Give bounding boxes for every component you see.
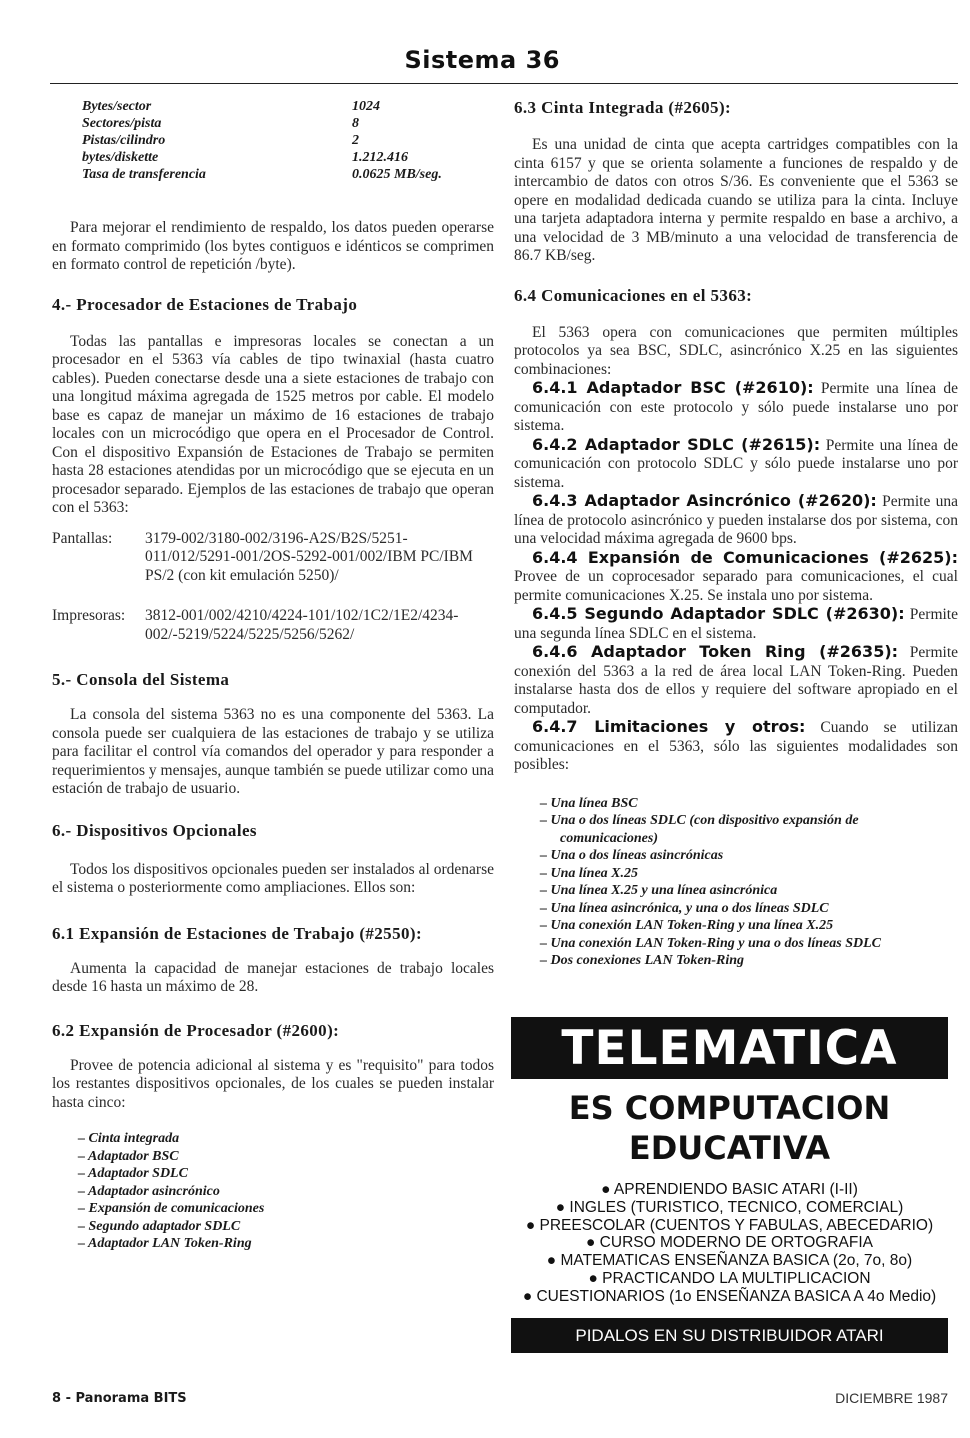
paragraph-procesador: Todas las pantallas e impresoras locales se conectan a un procesador en el 5363 vía cables de tipo twinaxial (hasta cuatro cables). Pueden conectarse desde una a siete estaciones de trabajo con una longitud máxima agregada de 1525 metros por cable. El modelo base es capaz de manejar un máximo de 16 estaciones de trabajo locales con un microcódigo que opera en el Procesador de Control. Con el dispositivo Expansión de Estaciones de Trabajo se permiten hasta 28 estaciones atendidas por un microcódigo que se ejecuta en un procesador separado. Ejemplos de las estaciones de trabajo que operan con el 5363:: [52, 332, 494, 516]
list-item: – Una o dos líneas SDLC (con dispositivo expansión de comunicaciones): [540, 813, 859, 846]
subsection-text: Permite una línea de protocolo asincrónico y pueden instalarse dos por sistema, con una velocidad máxima agregada de 9600 bps.: [514, 493, 959, 547]
subsection-6-4-6: [514, 643, 958, 718]
spec-value: 1024: [352, 99, 380, 114]
subsection-text: Permite una línea de comunicación con protocolo SDLC y sólo puede instalarse uno por sistema.: [514, 436, 959, 491]
subsection-6-4-7: [514, 718, 958, 775]
paragraph-respaldo: Para mejorar el rendimiento de respaldo, los datos pueden operarse en formato comprimido (los bytes contiguos e idénticos se comprimen en formato control de repetición /byte).: [52, 219, 494, 273]
subsection-6-4-5: [514, 605, 958, 643]
spec-key: Pistas/cilindro: [82, 133, 166, 148]
impresoras-value: 3812-001/002/4210/4224-101/102/1C2/1E2/4234-002/-5219/5224/5225/5256/5262/: [145, 607, 459, 643]
footer-page-number: 8 - Panorama BITS: [52, 1391, 187, 1406]
section-heading-6: 6.- Dispositivos Opcionales: [52, 820, 257, 840]
ad-item: ● PREESCOLAR (CUENTOS Y FABULAS, ABECEDARIO): [525, 1216, 934, 1234]
subsection-title: 6.4.6 Adaptador Token Ring (#2635):: [532, 642, 899, 661]
paragraph-6-4: El 5363 opera con comunicaciones que permiten múltiples protocolos ya sea BSC, SDLC, asincrónico X.25 en las siguientes combinaciones:: [514, 323, 958, 378]
ad-headline-2: EDUCATIVA: [628, 1129, 831, 1167]
pantallas-value: 3179-002/3180-002/3196-A2S/B2S/5251-011/012/5291-001/2OS-5292-001/002/IBM PC/IBM PS/2 (con kit emulación 5250)/: [145, 529, 473, 584]
list-item: – Adaptador SDLC: [78, 1166, 188, 1181]
subsection-6-4-3: [514, 492, 958, 549]
footer-date: DICIEMBRE 1987: [835, 1390, 948, 1406]
spec-key: Sectores/pista: [82, 116, 162, 131]
spec-key: Bytes/sector: [82, 99, 152, 114]
section-heading-5: 5.- Consola del Sistema: [52, 670, 230, 689]
subsection-text: Cuando se utilizan comunicaciones en el 5363, sólo las siguientes modalidades son posibles:: [514, 719, 958, 773]
list-item: – Adaptador LAN Token-Ring: [78, 1236, 252, 1251]
modalities-list: [514, 795, 958, 970]
section-heading-6-3: 6.3 Cinta Integrada (#2605):: [514, 98, 732, 117]
paragraph-6-1: Aumenta la capacidad de manejar estaciones de trabajo locales desde 16 hasta un máximo de 28.: [52, 959, 494, 995]
spec-row: [82, 115, 494, 132]
subsection-6-4-2: [514, 436, 958, 493]
subsection-title: 6.4.7 Limitaciones y otros:: [532, 717, 806, 736]
spec-row: [82, 132, 494, 149]
list-item: – Una línea BSC: [540, 795, 638, 811]
paragraph-dispositivos: Todos los dispositivos opcionales pueden ser instalados al ordenarse el sistema o posteriormente como ampliaciones. Ellos son:: [52, 860, 494, 896]
ad-call-to-action: PIDALOS EN SU DISTRIBUIDOR ATARI: [511, 1318, 948, 1353]
spec-value: 1.212.416: [352, 150, 408, 165]
device-table: [52, 530, 494, 645]
ad-item: ● PRACTICANDO LA MULTIPLICACION: [588, 1269, 871, 1287]
list-item: – Adaptador BSC: [78, 1148, 179, 1164]
list-item: – Una o dos líneas asincrónicas: [540, 848, 724, 863]
list-item: – Cinta integrada: [78, 1131, 180, 1146]
spec-value: 2: [352, 133, 359, 148]
list-item: – Dos conexiones LAN Token-Ring: [540, 953, 745, 968]
subsection-text: Provee de un coprocesador separado para comunicaciones, el cual permite comunicaciones X.25. Se instala uno por sistema.: [514, 568, 958, 604]
ad-item: ● CURSO MODERNO DE ORTOGRAFIA: [586, 1234, 873, 1252]
ad-item: ● INGLES (TURISTICO, TECNICO, COMERCIAL): [555, 1198, 904, 1216]
section-heading-6-2: 6.2 Expansión de Procesador (#2600):: [52, 1020, 340, 1040]
ad-item: ● MATEMATICAS ENSEÑANZA BASICA (2o, 7o, 8o): [546, 1252, 913, 1270]
spec-value: 8: [352, 116, 359, 131]
list-item: – Segundo adaptador SDLC: [78, 1218, 241, 1234]
impresoras-label: Impresoras:: [52, 607, 126, 624]
subsection-title: 6.4.4 Expansión de Comunicaciones (#2625):: [532, 547, 958, 567]
right-column: [514, 98, 958, 970]
spec-row: [82, 149, 494, 166]
list-item: – Una conexión LAN Token-Ring y una o dos líneas SDLC: [540, 935, 881, 951]
subsection-text: Permite conexión del 5363 a la red de área local LAN Token-Ring. Pueden instalarse hasta dos de ellos y requiere del software apropiado en el computador.: [514, 644, 959, 717]
list-item: – Una conexión LAN Token-Ring y una línea X.25: [540, 918, 834, 933]
subsection-text: Permite una línea de comunicación con este protocolo y sólo puede instalarse uno por sistema.: [514, 380, 958, 434]
ad-item: ● CUESTIONARIOS (1o ENSEÑANZA BASICA A 4o Medio): [522, 1287, 937, 1305]
subsection-6-4-1: [514, 379, 958, 436]
list-item: – Adaptador asincrónico: [78, 1183, 220, 1199]
ad-brand-banner: TELEMATICA: [511, 1017, 948, 1079]
list-item: – Una línea asincrónica, y una o dos líneas SDLC: [540, 900, 829, 916]
subsection-text: Permite una segunda línea SDLC en el sistema.: [514, 606, 958, 642]
header-rule: [50, 83, 958, 84]
subsection-6-4-4: [514, 549, 958, 606]
spec-value: 0.0625 MB/seg.: [352, 167, 442, 182]
spec-row: [82, 166, 494, 183]
list-item: – Una línea X.25: [540, 865, 639, 881]
spec-key: Tasa de transferencia: [82, 167, 206, 182]
section-heading-4: 4.- Procesador de Estaciones de Trabajo: [52, 294, 358, 314]
spec-row: [82, 98, 494, 115]
page-title: Sistema 36: [404, 46, 560, 74]
list-item: – Una línea X.25 y una línea asincrónica: [540, 883, 778, 898]
subsection-title: 6.4.3 Adaptador Asincrónico (#2620):: [532, 491, 877, 510]
pantallas-label: Pantallas:: [52, 529, 113, 547]
subsection-title: 6.4.5 Segundo Adaptador SDLC (#2630):: [532, 604, 905, 623]
paragraph-6-3: Es una unidad de cinta que acepta cartridges compatibles con la cinta 6157 y que se orienta solamente a funciones de respaldo y de intercambio de datos con otros S/36. Es conveniente que el 5363 se opere en modalidad dedicada cuando se utiliza para la cinta. Incluye una tarjeta adaptadora interna y permite respaldo en base a archivo, a una velocidad de 3 MB/minuto a una velocidad de transferencia de 86.7 KB/seg.: [514, 136, 958, 264]
paragraph-consola: La consola del sistema 5363 no es una componente del 5363. La consola puede ser cualquiera de las estaciones de trabajo y se utiliza para facilitar el control vía comandos del operador y para responder a requerimientos y mensajes, aunque también se puede utilizar como una estación de trabajo de usuario.: [52, 706, 494, 797]
section-heading-6-1: 6.1 Expansión de Estaciones de Trabajo (#2550):: [52, 923, 423, 943]
left-column: [52, 98, 494, 1253]
spec-table: [82, 98, 494, 183]
subsection-title: 6.4.1 Adaptador BSC (#2610):: [532, 378, 814, 397]
spec-key: bytes/diskette: [82, 150, 159, 165]
ad-product-list: [511, 1181, 948, 1306]
telematica-advertisement: [511, 1017, 948, 1353]
paragraph-6-2: Provee de potencia adicional al sistema y es "requisito" para todos los restantes dispositivos opcionales, de los cuales se pueden instalar hasta cinco:: [52, 1056, 494, 1111]
option-list: [52, 1130, 494, 1253]
list-item: – Expansión de comunicaciones: [78, 1201, 265, 1216]
ad-item: ● APRENDIENDO BASIC ATARI (I-II): [601, 1181, 858, 1198]
ad-headline-1: ES COMPUTACION: [568, 1089, 891, 1127]
section-heading-6-4: 6.4 Comunicaciones en el 5363:: [514, 285, 753, 305]
subsection-title: 6.4.2 Adaptador SDLC (#2615):: [532, 434, 821, 454]
